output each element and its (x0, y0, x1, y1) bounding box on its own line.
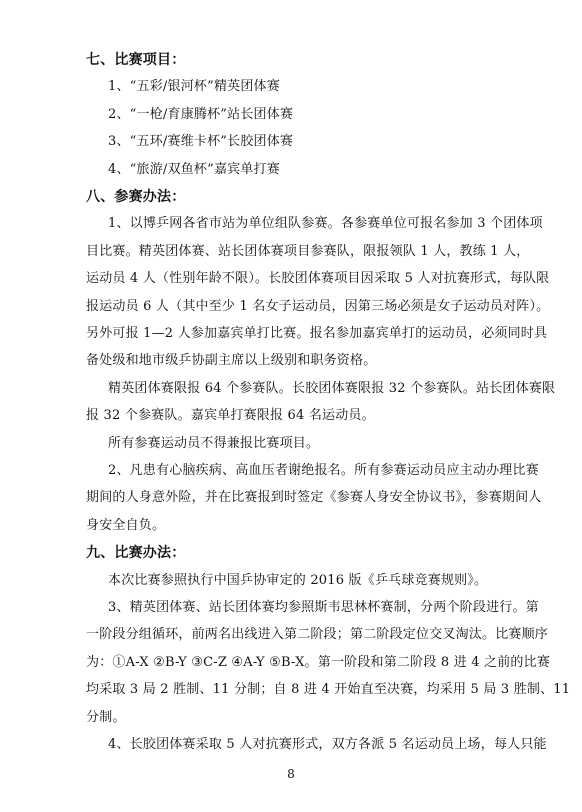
paragraph-line: 分制。 (86, 709, 126, 725)
paragraph-line: 期间的人身意外险，并在比赛报到时签定《参赛人身安全协议书》，参赛期间人 (86, 490, 542, 506)
paragraph-line: 另外可报 1—2 人参加嘉宾单打比赛。报名参加嘉宾单打的运动员，必须同时具 (86, 326, 548, 341)
paragraph-line: 3、精英团体赛、站长团体赛均参照斯韦思林杯赛制，分两个阶段进行。第 (108, 600, 539, 615)
paragraph-line: 所有参赛运动员不得兼报比赛项目。 (108, 435, 320, 451)
section-heading: 七、比赛项目： (86, 52, 186, 68)
paragraph-line: 3、“五环/赛维卡杯”长胶团体赛 (108, 134, 294, 150)
paragraph-line: 本次比赛参照执行中国乒协审定的 2016 版《乒乓球竞赛规则》。 (108, 572, 488, 588)
section-heading: 九、比赛办法： (86, 545, 186, 562)
paragraph-line: 4、长胶团体赛采取 5 人对抗赛形式，双方各派 5 名运动员上场，每人只能 (108, 737, 547, 752)
paragraph-line: 精英团体赛限报 64 个参赛队。长胶团体赛限报 32 个参赛队。站长团体赛限 (108, 380, 556, 396)
paragraph-line: 均采取 3 局 2 胜制、11 分制；自 8 进 4 开始直至决赛，均采用 5 局 3 胜制、11 (86, 682, 571, 698)
page-number: 8 (287, 767, 295, 781)
paragraph-line: 4、“旅游/双鱼杯”嘉宾单打赛 (108, 161, 280, 177)
paragraph-line: 报 32 个参赛队。嘉宾单打赛限报 64 名运动员。 (86, 408, 375, 424)
section-heading: 八、参赛办法： (86, 189, 186, 205)
paragraph-line: 2、凡患有心脑疾病、高血压者谢绝报名。所有参赛运动员应主动办理比赛 (108, 463, 539, 478)
paragraph-line: 身安全自负。 (86, 517, 166, 533)
paragraph-line: 2、“一枪/育康腾杯”站长团体赛 (108, 106, 294, 122)
paragraph-line: 1、以博乒网各省市站为单位组队参赛。各参赛单位可报名参加 3 个团体项 (108, 216, 543, 232)
paragraph-line: 报运动员 6 人（其中至少 1 名女子运动员，因第三场必须是女子运动员对阵）。 (86, 298, 550, 314)
paragraph-line: 一阶段分组循环，前两名出线进入第二阶段；第二阶段定位交叉淘汰。比赛顺序 (86, 627, 549, 643)
paragraph-line: 运动员 4 人（性别年龄不限）。长胶团体赛项目因采取 5 人对抗赛形式，每队限 (86, 271, 550, 287)
paragraph-line: 备处级和地市级乒协副主席以上级别和职务资格。 (86, 353, 377, 369)
paragraph-line: 为：①A-X ②B-Y ③C-Z ④A-Y ⑤B-X。第一阶段和第二阶段 8 进 4 之前的比赛 (86, 654, 551, 670)
paragraph-line: 1、“五彩/银河杯”精英团体赛 (108, 79, 280, 95)
paragraph-line: 目比赛。精英团体赛、站长团体赛项目参赛队，限报领队 1 人，教练 1 人， (86, 243, 530, 259)
